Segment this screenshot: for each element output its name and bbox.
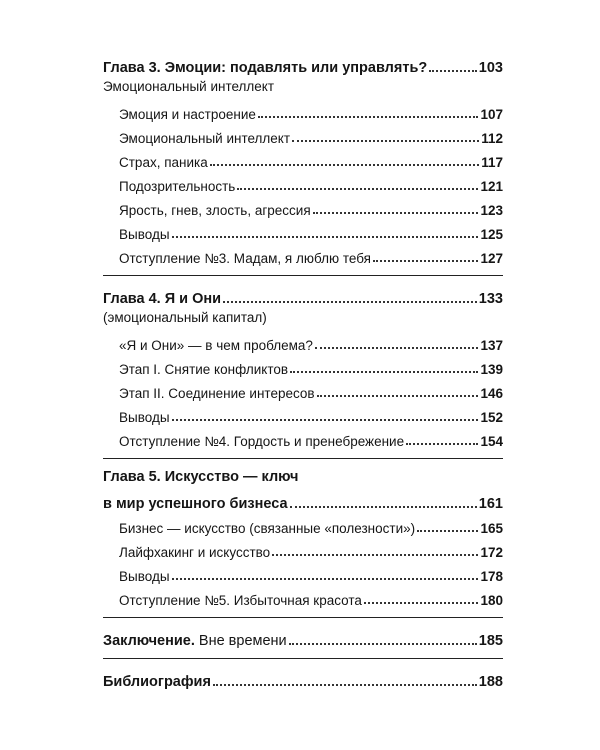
toc-item-label: Эмоциональный интеллект [119, 131, 291, 146]
toc-item[interactable] [103, 146, 503, 170]
leader-dots [290, 506, 477, 508]
chapter-5-title-line1[interactable]: Глава 5. Искусство — ключ [103, 469, 299, 485]
conclusion-page: 185 [478, 633, 503, 649]
conclusion-rest: Вне времени [194, 633, 287, 649]
chapter-3-subtitle: Эмоциональный интеллект [103, 79, 275, 94]
toc-item-label: Выводы [119, 410, 170, 425]
chapter-3-title: Глава 3. Эмоции: подавлять или управлять? [103, 60, 428, 76]
section-divider [103, 458, 503, 459]
toc-item[interactable] [103, 329, 503, 353]
chapter-5-title-line2: в мир успешного бизнеса [103, 496, 288, 512]
section-divider [103, 658, 503, 659]
leader-dots [172, 419, 479, 421]
toc-item-page: 139 [480, 362, 503, 377]
leader-dots [172, 578, 479, 580]
leader-dots [364, 602, 479, 604]
toc-item-page: 172 [480, 545, 503, 560]
leader-dots [210, 164, 479, 166]
toc-item[interactable] [103, 122, 503, 146]
leader-dots [373, 260, 479, 262]
toc-item-page: 146 [480, 386, 503, 401]
toc-item-label: Бизнес — искусство (связанные «полезности») [119, 521, 416, 536]
bibliography-page: 188 [478, 674, 503, 690]
conclusion-title [103, 633, 287, 649]
toc-item-label: Отступление №5. Избыточная красота [119, 593, 362, 608]
toc-item-page: 125 [480, 227, 503, 242]
toc-item[interactable] [103, 425, 503, 449]
toc-item-page: 121 [480, 179, 503, 194]
leader-dots [272, 554, 478, 556]
toc-item-label: Лайфхакинг и искусство [119, 545, 271, 560]
toc-item-label: Эмоция и настроение [119, 107, 256, 122]
toc-item-page: 154 [480, 434, 503, 449]
toc-item[interactable] [103, 401, 503, 425]
leader-dots [317, 395, 479, 397]
toc-item[interactable] [103, 584, 503, 608]
chapter-3-page: 103 [478, 60, 503, 76]
leader-dots [237, 188, 478, 190]
leader-dots [258, 116, 479, 118]
toc-item-page: 123 [480, 203, 503, 218]
toc-item[interactable] [103, 536, 503, 560]
toc-item[interactable] [103, 170, 503, 194]
toc-item-page: 165 [480, 521, 503, 536]
toc-item-page: 117 [481, 155, 503, 170]
toc-item-page: 178 [480, 569, 503, 584]
toc-item[interactable] [103, 512, 503, 536]
table-of-contents [103, 52, 503, 690]
chapter-4-subtitle: (эмоциональный капитал) [103, 310, 267, 325]
toc-item[interactable] [103, 353, 503, 377]
leader-dots [417, 530, 478, 532]
leader-dots [313, 212, 479, 214]
toc-item-page: 152 [480, 410, 503, 425]
leader-dots [290, 371, 478, 373]
leader-dots [172, 236, 479, 238]
chapter-5-entry[interactable] [103, 488, 503, 512]
section-divider [103, 617, 503, 618]
toc-item[interactable] [103, 194, 503, 218]
leader-dots [213, 684, 477, 686]
toc-item[interactable] [103, 218, 503, 242]
toc-item-label: «Я и Они» — в чем проблема? [119, 338, 313, 353]
section-divider [103, 275, 503, 276]
toc-item-page: 127 [480, 251, 503, 266]
toc-item-label: Этап II. Соединение интересов [119, 386, 315, 401]
toc-item[interactable] [103, 242, 503, 266]
conclusion-entry[interactable] [103, 625, 503, 649]
toc-item-page: 180 [480, 593, 503, 608]
toc-item-label: Выводы [119, 569, 170, 584]
leader-dots [429, 70, 477, 72]
toc-item-page: 107 [480, 107, 503, 122]
toc-item[interactable] [103, 560, 503, 584]
bibliography-title: Библиография [103, 674, 211, 690]
chapter-4-title: Глава 4. Я и Они [103, 291, 222, 307]
toc-item-page: 112 [481, 131, 503, 146]
chapter-4-entry[interactable] [103, 283, 503, 307]
bibliography-entry[interactable] [103, 666, 503, 690]
chapter-5-page: 161 [478, 496, 503, 512]
chapter-4-page: 133 [478, 291, 503, 307]
toc-item[interactable] [103, 98, 503, 122]
toc-item-label: Страх, паника [119, 155, 208, 170]
conclusion-bold: Заключение. [103, 633, 195, 649]
leader-dots [289, 643, 477, 645]
leader-dots [315, 347, 479, 349]
leader-dots [223, 301, 477, 303]
leader-dots [406, 443, 478, 445]
toc-item[interactable] [103, 377, 503, 401]
toc-item-label: Подозрительность [119, 179, 236, 194]
chapter-3-entry[interactable] [103, 52, 503, 76]
leader-dots [292, 140, 479, 142]
toc-item-label: Отступление №3. Мадам, я люблю тебя [119, 251, 371, 266]
toc-item-label: Этап I. Снятие конфликтов [119, 362, 289, 377]
toc-item-label: Выводы [119, 227, 170, 242]
toc-item-page: 137 [480, 338, 503, 353]
toc-item-label: Ярость, гнев, злость, агрессия [119, 203, 311, 218]
toc-item-label: Отступление №4. Гордость и пренебрежение [119, 434, 405, 449]
